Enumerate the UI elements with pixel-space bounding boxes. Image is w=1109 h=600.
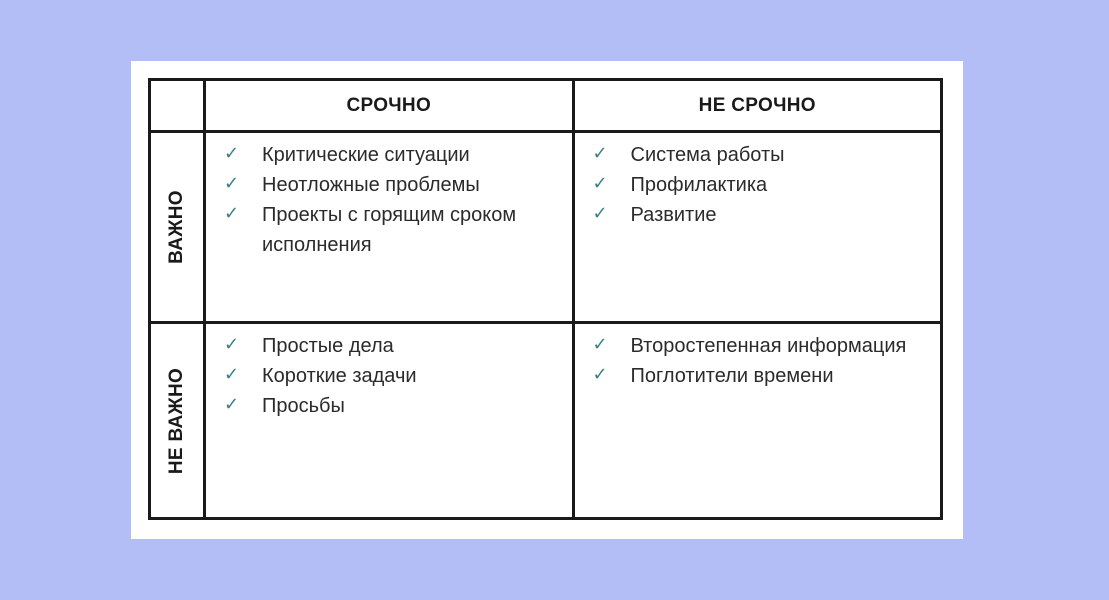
item-text: Просьбы bbox=[262, 395, 345, 418]
list-item bbox=[593, 170, 931, 200]
list-item bbox=[224, 200, 562, 260]
check-mark-icon: ✓ bbox=[592, 173, 608, 194]
item-list bbox=[206, 324, 572, 421]
row-header-important bbox=[150, 132, 205, 323]
item-text: Профилактика bbox=[630, 174, 768, 197]
row-header-not-important bbox=[150, 323, 205, 519]
list-item bbox=[224, 391, 562, 421]
item-list bbox=[206, 133, 572, 260]
item-text: Простые дела bbox=[262, 335, 394, 358]
cell-important-urgent bbox=[205, 132, 574, 323]
list-item bbox=[593, 200, 931, 230]
item-list bbox=[575, 324, 941, 391]
list-item bbox=[593, 140, 931, 170]
row-label-important: ВАЖНО bbox=[166, 190, 187, 265]
item-text: Развитие bbox=[630, 204, 717, 227]
check-mark-icon: ✓ bbox=[592, 334, 608, 355]
item-text: Второстепенная информация bbox=[630, 335, 907, 358]
list-item bbox=[224, 361, 562, 391]
matrix-corner-cell bbox=[150, 80, 205, 132]
list-item bbox=[593, 331, 931, 361]
check-mark-icon: ✓ bbox=[224, 364, 240, 385]
item-text: Неотложные проблемы bbox=[262, 174, 480, 197]
item-text: Система работы bbox=[630, 144, 785, 167]
check-mark-icon: ✓ bbox=[224, 394, 240, 415]
check-mark-icon: ✓ bbox=[224, 203, 240, 224]
check-mark-icon: ✓ bbox=[224, 143, 240, 164]
column-header-not-urgent: НЕ СРОЧНО bbox=[573, 80, 942, 132]
item-list bbox=[575, 133, 941, 230]
check-mark-icon: ✓ bbox=[224, 173, 240, 194]
row-label-not-important: НЕ ВАЖНО bbox=[166, 367, 187, 474]
item-text: Критические ситуации bbox=[262, 144, 470, 167]
list-item bbox=[593, 361, 931, 391]
check-mark-icon: ✓ bbox=[592, 203, 608, 224]
column-header-urgent: СРОЧНО bbox=[205, 80, 574, 132]
check-mark-icon: ✓ bbox=[592, 143, 608, 164]
cell-not-important-urgent bbox=[205, 323, 574, 519]
item-text: Проекты с горящим сроком исполнения bbox=[262, 204, 517, 257]
check-mark-icon: ✓ bbox=[224, 334, 240, 355]
eisenhower-matrix bbox=[148, 78, 943, 520]
list-item bbox=[224, 140, 562, 170]
cell-not-important-not-urgent bbox=[573, 323, 942, 519]
cell-important-not-urgent bbox=[573, 132, 942, 323]
item-text: Короткие задачи bbox=[262, 365, 417, 388]
check-mark-icon: ✓ bbox=[592, 364, 608, 385]
list-item bbox=[224, 331, 562, 361]
item-text: Поглотители времени bbox=[630, 365, 834, 388]
list-item bbox=[224, 170, 562, 200]
matrix-card bbox=[131, 61, 963, 539]
